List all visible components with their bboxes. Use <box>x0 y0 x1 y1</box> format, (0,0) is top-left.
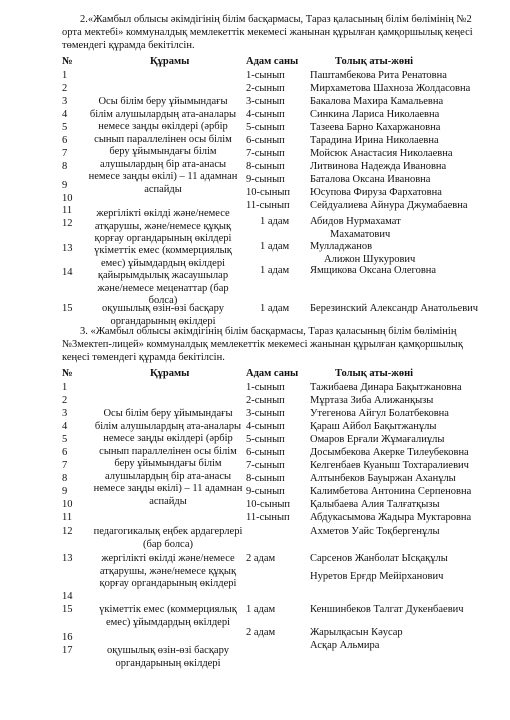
s3-row-name: Алтынбеков Бауыржан Аханұлы <box>310 473 456 484</box>
s3-row-name: Ахметов Уайс Тоқбергенұлы <box>310 526 440 537</box>
section3-intro-line1: 3. «Жамбыл облысы әкімдігінің білім басқармасы, Тараз қаласының білім бөлімінің <box>80 326 457 337</box>
s3-row-name: Мұртаза Зиба Алижанқызы <box>310 395 434 406</box>
s3-row-no: 1 <box>62 382 68 393</box>
s2-row-no: 12 <box>62 218 73 229</box>
s2-row-count: 1 адам <box>260 303 290 314</box>
s2-row-no: 2 <box>62 83 68 94</box>
s3-row-name-cont: Нуретов Ерғдр Мейірханович <box>310 571 444 582</box>
s2-header-count: Адам саны <box>246 56 299 67</box>
category-line: үкіметтік емес (коммерциялық <box>94 245 232 256</box>
s3-row-count: 1 адам <box>246 604 276 615</box>
s2-row-count: 1-сынып <box>246 70 285 81</box>
s2-row-name: Синкина Лариса Николаевна <box>310 109 440 120</box>
category-line: оқушылық өзін-өзі басқару <box>102 303 224 314</box>
s3-row-no: 11 <box>62 512 73 523</box>
s3-row-no: 13 <box>62 553 73 564</box>
s2-row-name: Литвинова Надежда Ивановна <box>310 161 447 172</box>
category-line: Осы білім беру ұйымындағы <box>98 96 228 107</box>
category-line: Осы білім беру ұйымындағы <box>103 408 233 419</box>
s2-row-no: 8 <box>62 161 68 172</box>
category-line: немесе заңды өкілдері (әрбір <box>103 433 233 444</box>
s3-header-name: Толық аты-жөні <box>335 368 414 379</box>
category-line: аспайды <box>144 183 182 195</box>
s3-row-no: 9 <box>62 486 68 497</box>
category-line: атқарушы, және/немесе құқық <box>99 565 237 577</box>
s2-row-name: Тарадина Ирина Николаевна <box>310 135 439 146</box>
s2-row-no: 1 <box>62 70 68 81</box>
s3-row-no: 8 <box>62 473 68 484</box>
s3-row-count: 2 адам <box>246 553 276 564</box>
s2-row-no: 13 <box>62 243 73 254</box>
category-line: жергілікті өкілді және/немесе <box>96 208 230 219</box>
section3-intro-line3: кеңесі төмендегі құрамда бекітілсін. <box>62 352 225 363</box>
s2-row-name-cont: Алижон Шукурович <box>324 254 416 265</box>
section2-intro-line3: төмендегі құрамда бекітілсін. <box>62 40 195 51</box>
s2-row-no: 14 <box>62 267 73 278</box>
s2-row-name: Мирхаметова Шахноза Жолдасовна <box>310 83 471 94</box>
category-line: және/немесе меценаттар (бар <box>97 282 229 294</box>
s3-row-name: Жарылқасын Кәусар <box>310 627 403 638</box>
s2-row-count: 3-сынып <box>246 96 285 107</box>
section2-intro-line2: орта мектебі» коммуналдық мемлекеттік мекемесі жанынан құрылған қамқоршылық кеңесі <box>62 27 473 38</box>
s3-row-name: Қалыбаева Алия Талғатқызы <box>310 499 440 510</box>
category-line: атқарушы, және/немесе құқық <box>94 220 232 232</box>
s2-row-count: 11-сынып <box>246 200 290 211</box>
s2-row-no: 4 <box>62 109 68 120</box>
s3-category-local-authorities <box>88 553 248 591</box>
s3-row-count: 11-сынып <box>246 512 290 523</box>
s2-row-count: 6-сынып <box>246 135 285 146</box>
s3-row-name: Асқар Альмира <box>310 640 380 651</box>
s3-header-no: № <box>62 368 73 379</box>
section3-intro-line2: №3мектеп-лицей» коммуналдық мемлекеттік мекемесі жанынан құрылған қамқоршылық <box>62 339 463 350</box>
category-line: немесе заңды өкілі) – 11 адамнан <box>88 171 238 182</box>
s3-header-count: Адам саны <box>246 368 299 379</box>
s3-row-no: 6 <box>62 447 68 458</box>
s3-row-no: 7 <box>62 460 68 471</box>
category-line: білім алушылардың ата-аналары <box>94 420 242 432</box>
s3-row-count: 4-сынып <box>246 421 285 432</box>
s3-row-count: 7-сынып <box>246 460 285 471</box>
s3-row-no: 5 <box>62 434 68 445</box>
section2-intro-line1: 2.«Жамбыл облысы әкімдігінің білім басқармасы, Тараз қаласының білім бөлімінің №2 <box>80 14 472 25</box>
category-line: педагогикалық еңбек ардагерлері <box>93 526 243 537</box>
category-line: емес) ұйымдардың өкілдері <box>100 257 225 269</box>
s2-row-count: 2-сынып <box>246 83 285 94</box>
s2-row-name: Абидов Нурмахамат <box>310 216 401 227</box>
category-line: үкіметтік емес (коммерциялық <box>99 604 237 615</box>
category-line: (бар болса) <box>142 538 193 550</box>
s3-row-name: Қараш Айбол Бақытжанұлы <box>310 421 437 432</box>
s3-row-name: Утегенова Айгул Болатбековна <box>310 408 449 419</box>
s3-row-no: 4 <box>62 421 68 432</box>
s2-row-no: 3 <box>62 96 68 107</box>
category-line: білім алушылардың ата-аналары <box>89 108 237 120</box>
s3-row-no: 15 <box>62 604 73 615</box>
s2-row-name-cont: Махаматович <box>330 229 391 240</box>
s3-category-parents <box>88 408 248 508</box>
s2-row-count: 1 адам <box>260 265 290 276</box>
s2-header-no: № <box>62 56 73 67</box>
s2-row-no: 9 <box>62 180 68 191</box>
s3-category-ngo <box>88 604 248 629</box>
s2-category-charity <box>88 270 238 308</box>
category-line: оқушылық өзін-өзі басқару <box>107 645 229 656</box>
category-line: қорғау органдарының өкілдері <box>99 578 237 589</box>
s3-row-no: 12 <box>62 526 73 537</box>
s3-row-name: Кеншинбеков Талгат Дукенбаевич <box>310 604 464 615</box>
category-line: органдарының өкілдері <box>110 315 216 327</box>
s3-row-name: Досымбекова Акерке Тилеубековна <box>310 447 469 458</box>
s2-row-name: Юсупова Фируза Фархатовна <box>310 187 442 198</box>
s3-row-name: Тажибаева Динара Бақытжановна <box>310 382 462 393</box>
s3-row-count: 2-сынып <box>246 395 285 406</box>
s2-row-count: 1 адам <box>260 241 290 252</box>
s2-row-count: 8-сынып <box>246 161 285 172</box>
s2-row-name: Паштамбекова Рита Ренатовна <box>310 70 447 81</box>
category-line: немесе заңды өкілі) – 11 адамнан <box>93 483 243 494</box>
s2-row-count: 1 адам <box>260 216 290 227</box>
category-line: сынып параллелінен осы білім <box>99 445 237 457</box>
s3-row-count: 3-сынып <box>246 408 285 419</box>
s3-row-no: 14 <box>62 591 73 602</box>
s3-header-composition: Құрамы <box>150 368 190 379</box>
s3-row-name: Калимбетова Антонина Серпеновна <box>310 486 472 497</box>
s2-row-no: 7 <box>62 148 68 159</box>
s2-row-no: 10 <box>62 193 73 204</box>
s2-row-count: 4-сынып <box>246 109 285 120</box>
s2-row-no: 15 <box>62 303 73 314</box>
s2-category-ngo <box>88 245 238 270</box>
s3-category-student-selfgov <box>88 645 248 670</box>
s3-row-name: Келгенбаев Куаныш Тохтаралиевич <box>310 460 469 471</box>
s3-row-no: 2 <box>62 395 68 406</box>
category-line: аспайды <box>149 495 187 507</box>
s2-row-count: 7-сынып <box>246 148 285 159</box>
s3-row-no: 16 <box>62 632 73 643</box>
s3-row-no: 10 <box>62 499 73 510</box>
s2-header-composition: Құрамы <box>150 56 190 67</box>
category-line: жергілікті өкілді және/немесе <box>101 553 235 564</box>
category-line: алушылардың бір ата-анасы <box>99 158 227 170</box>
category-line: органдарының өкілдері <box>115 657 221 669</box>
s3-row-count: 5-сынып <box>246 434 285 445</box>
category-line: қорғау органдарының өкілдері <box>94 233 232 244</box>
s3-row-count: 10-сынып <box>246 499 291 510</box>
s2-row-name: Мулладжанов <box>310 241 373 252</box>
s3-row-no: 17 <box>62 645 73 656</box>
s2-row-name: Бакалова Махира Камальевна <box>310 96 444 107</box>
s3-row-count: 1-сынып <box>246 382 285 393</box>
s3-row-name: Омаров Ерғали Жұмағалиұлы <box>310 434 445 445</box>
s2-category-local-authorities <box>88 208 238 246</box>
category-line: қайырымдылық жасаушылар <box>97 270 229 281</box>
s2-row-name: Баталова Оксана Ивановна <box>310 174 431 185</box>
s3-row-count: 2 адам <box>246 627 276 638</box>
s2-row-name: Березинский Александр Анатольевич <box>310 303 479 314</box>
s3-row-name: Сарсенов Жанболат Ысқақұлы <box>310 553 448 564</box>
s2-header-name: Толық аты-жөні <box>335 56 414 67</box>
s2-row-count: 5-сынып <box>246 122 285 133</box>
category-line: немесе заңды өкілдері (әрбір <box>98 121 228 132</box>
category-line: алушылардың бір ата-анасы <box>104 470 232 482</box>
s2-category-student-selfgov <box>88 303 238 328</box>
s3-row-name: Абдукасымова Жадыра Муктаровна <box>310 512 472 523</box>
s3-row-no: 3 <box>62 408 68 419</box>
s2-row-count: 10-сынып <box>246 187 291 198</box>
s2-row-no: 6 <box>62 135 68 146</box>
s2-row-no: 5 <box>62 122 68 133</box>
category-line: беру ұйымындағы білім <box>114 458 222 469</box>
category-line: беру ұйымындағы білім <box>109 146 217 157</box>
s2-category-parents <box>88 96 238 196</box>
s2-row-name: Мойсюк Анастасия Николаевна <box>310 148 453 159</box>
s3-row-count: 6-сынып <box>246 447 285 458</box>
category-line: сынып параллелінен осы білім <box>94 133 232 145</box>
s2-row-name: Сейдуалиева Айнура Джумабаевна <box>310 200 468 211</box>
category-line: емес) ұйымдардың өкілдері <box>105 616 230 628</box>
s2-row-count: 9-сынып <box>246 174 285 185</box>
category-line: болса) <box>148 295 178 306</box>
s3-category-veterans <box>88 526 248 551</box>
s2-row-name: Ямщикова Оксана Олеговна <box>310 265 437 276</box>
s3-row-count: 8-сынып <box>246 473 285 484</box>
s2-row-no: 11 <box>62 205 73 216</box>
s2-row-name: Тазеева Барно Кахаржановна <box>310 122 441 133</box>
s3-row-count: 9-сынып <box>246 486 285 497</box>
